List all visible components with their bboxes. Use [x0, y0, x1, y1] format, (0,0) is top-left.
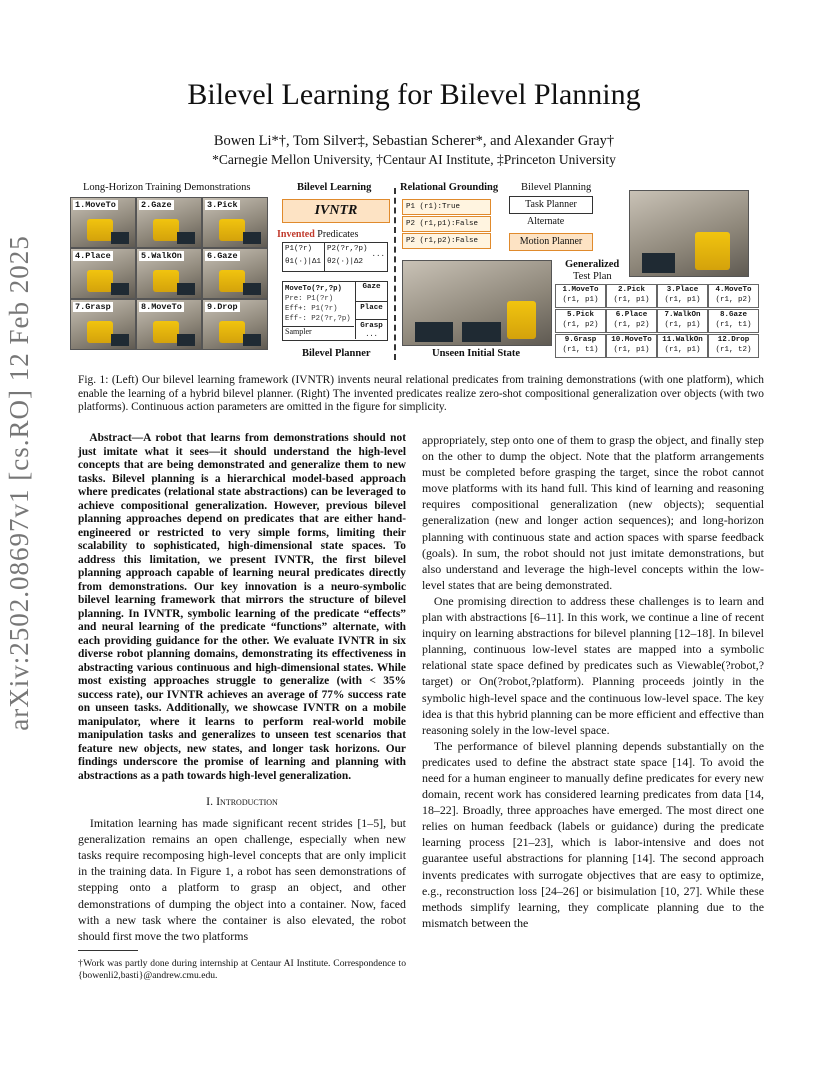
demo-frame-label: 7.Grasp [75, 302, 111, 312]
plan-step [555, 334, 606, 358]
bilevel-learning-heading: Bilevel Learning [297, 182, 372, 193]
box-shape [111, 334, 129, 346]
demo-frame-label: 8.MoveTo [141, 302, 182, 312]
plan-step-args: (r1, t2) [715, 346, 752, 354]
demo-frame [202, 248, 268, 299]
box-shape [177, 283, 195, 295]
plan-step-args: (r1, p2) [715, 296, 752, 304]
box-shape [177, 334, 195, 346]
skills-col [355, 281, 387, 339]
plan-step-action: 4.MoveTo [715, 286, 752, 294]
demo-frame-label: 4.Place [75, 251, 111, 261]
footnote-rule [78, 950, 138, 951]
plan-step-action: 3.Place [666, 286, 699, 294]
sampler: Sampler [283, 326, 354, 337]
plan-robot-shape [695, 232, 730, 270]
skill-2: Grasp [356, 319, 387, 330]
plan-step-action: 2.Pick [617, 286, 645, 294]
robot-shape [219, 321, 245, 343]
plan-step [708, 334, 759, 358]
predicates-word: Predicates [317, 229, 359, 240]
demo-frame [70, 248, 136, 299]
plan-step-args: (r1, p1) [664, 296, 701, 304]
separator-line [394, 188, 396, 360]
plan-step-args: (r1, p1) [613, 296, 650, 304]
robot-shape [219, 219, 245, 241]
plan-step [708, 309, 759, 333]
plan-step [657, 334, 708, 358]
unseen-state-photo [402, 260, 552, 346]
predicate-table [282, 242, 388, 272]
left-column [78, 432, 406, 944]
right-paragraph-1: appropriately, step onto one of them to grasp the object, and finally step on the other to dump the object. Note that the platform arrangements must be completed before grasping the target, since the robot cannot move platforms with its hand full. This kind of learning and reasoning requires compositional generalization (new objects); sequential generalization (new and longer action sequences); and long-horizon planning with continuous state and action spaces with sparse feedback (goals). In sum, the robot should not just imitate demonstrations, but also understand and leverage the high-level concepts within the low-level states that are being demonstrated. [422, 433, 764, 592]
robot-shape [153, 270, 179, 292]
robot-shape [153, 321, 179, 343]
paper-title: Bilevel Learning for Bilevel Planning [187, 78, 641, 111]
op-eff1: Eff+: P1(?r) [285, 305, 338, 313]
plan-step [606, 284, 657, 308]
arxiv-identifier: arXiv:2502.08697v1 [cs.RO] 12 Feb 2025 [4, 235, 34, 731]
demo-frame [136, 197, 202, 248]
plan-step-args: (r1, p2) [613, 321, 650, 329]
demo-frame-label: 1.MoveTo [75, 200, 116, 210]
pred2-fn: θ2(·)|Δ2 [327, 258, 364, 266]
unseen-state-label: Unseen Initial State [432, 348, 521, 359]
plan-step [606, 334, 657, 358]
plan-step-args: (r1, p1) [562, 296, 599, 304]
plan-step-action: 12.Drop [717, 336, 750, 344]
box-shape [243, 232, 261, 244]
robot-shape [219, 270, 245, 292]
bilevel-planner-label: Bilevel Planner [302, 348, 371, 359]
demo-frame-label: 9.Drop [207, 302, 238, 312]
box-shape [177, 232, 195, 244]
robot-shape [87, 219, 113, 241]
pred2-col [324, 243, 368, 271]
footnote: †Work was partly done during internship at Centaur AI Institute. Correspondence to {bowenli2,basti}@andrew.cmu.edu. [78, 958, 406, 981]
demo-frame-label: 6.Gaze [207, 251, 238, 261]
op-name: MoveTo(?r,?p) [285, 285, 342, 293]
plan-step-action: 6.Place [615, 311, 648, 319]
demo-frame [136, 299, 202, 350]
plan-step [555, 284, 606, 308]
plan-step [657, 284, 708, 308]
plan-step-args: (r1, t1) [562, 346, 599, 354]
plan-step [657, 309, 708, 333]
skill-1: Place [356, 301, 387, 312]
platform-2-shape [462, 322, 500, 342]
skill-3: ... [365, 331, 378, 339]
plan-photo [629, 190, 749, 277]
invented-predicates-label [277, 229, 358, 240]
plan-step-args: (r1, p1) [664, 321, 701, 329]
abstract: Abstract—A robot that learns from demonstrations should not just imitate what it sees—it should understand the high-level concepts that are being demonstrated and generalize them to new tasks. Bilevel planning is a hierarchical model-based approach where predicates (relational state abstractions) can be leveraged to achieve compositional generalization. However, previous bilevel planning approaches depend on predicates that are either hand-engineered or restricted to very simple forms, limiting their scalability to sophisticated, high-dimensional state spaces. To address this limitation, we present IVNTR, the first bilevel planning approach capable of learning neural predicates directly from demonstrations. Our key innovation is a neuro-symbolic bilevel learning framework that mirrors the structure of bilevel planning. In IVNTR, symbolic learning of the predicate “effects” and neural learning of the predicate “functions” alternate, with each providing guidance for the other. We evaluate IVNTR in six diverse robot planning domains, demonstrating its effectiveness in abstracting various continuous and high-dimensional states. While most existing approaches struggle to generalize (with < 35% success rate), our IVNTR achieves an average of 77% success rate on unseen tasks. Additionally, we showcase IVNTR on a mobile manipulator, where it learns to perform real-world mobile manipulation tasks and generalizes to unseen test scenarios that feature new objects, new states, and longer task horizons. Our findings underscore the promise of learning and planning with abstractions as a path towards high-level generalization. [78, 432, 406, 782]
alternate-label: Alternate [527, 216, 565, 227]
box-shape [243, 283, 261, 295]
demo-frame [136, 248, 202, 299]
plan-step [708, 284, 759, 308]
pred1-fn: θ1(·)|Δ1 [285, 258, 322, 266]
plan-step [606, 309, 657, 333]
ivntr-box: IVNTR [282, 199, 390, 223]
robot-shape [87, 321, 113, 343]
invented-word: Invented [277, 229, 315, 240]
op-pre: Pre: P1(?r) [285, 295, 334, 303]
pred1: P1(?r) [285, 245, 313, 253]
skill-0: Gaze [362, 283, 381, 291]
demo-frame [202, 197, 268, 248]
right-paragraph-2: One promising direction to address these challenges is to learn and plan with abstractions [6–11]. In this work, we continue a line of recent inquiry on learning abstractions for bilevel planning [12–18]. In bilevel planning, continuous low-level states are mapped into a symbolic relational state space defined by predicates such as Viewable(?robot,?target) or On(?robot,?platform). Planning proceeds jointly in the symbolic high-level space and the continuous low-level space. The key idea is that this hybrid planning can be more efficient and effective than reasoning solely in the low-level space. [422, 593, 764, 737]
plan-step-args: (r1, t1) [715, 321, 752, 329]
author-list: Bowen Li*†, Tom Silver‡, Sebastian Scherer*, and Alexander Gray† [213, 133, 615, 149]
demo-frame [202, 299, 268, 350]
grounding-1: P2 (r1,p1):False [402, 216, 491, 232]
plan-step-action: 8.Gaze [719, 311, 747, 319]
motion-planner-box: Motion Planner [509, 233, 593, 251]
task-planner-box: Task Planner [509, 196, 593, 214]
demo-frame-label: 3.Pick [207, 200, 238, 210]
test-plan-label: Test Plan [573, 271, 612, 282]
plan-step [555, 309, 606, 333]
demo-frame-label: 2.Gaze [141, 200, 172, 210]
demo-frame [70, 197, 136, 248]
relational-grounding-heading: Relational Grounding [400, 182, 499, 193]
plan-step-action: 11.WalkOn [662, 336, 703, 344]
plan-step-action: 7.WalkOn [664, 311, 701, 319]
plan-step-action: 1.MoveTo [562, 286, 599, 294]
figure-1 [69, 180, 761, 368]
op-eff2: Eff-: P2(?r,?p) [285, 315, 351, 323]
plan-step-action: 9.Grasp [564, 336, 597, 344]
plan-step-args: (r1, p2) [562, 321, 599, 329]
section-heading-introduction: I. Introduction [206, 794, 278, 808]
pred-more: ... [371, 251, 385, 259]
plan-step-action: 10.MoveTo [611, 336, 652, 344]
demos-heading: Long-Horizon Training Demonstrations [83, 182, 251, 193]
figure-caption: Fig. 1: (Left) Our bilevel learning framework (IVNTR) invents neural relational predicates from training demonstrations (with one platform), which enable the learning of a hybrid bilevel planner. (Right) The invented predicates realize zero-shot compositional generalization over objects (with two platforms). Continuous action parameters are omitted in the figure for simplicity. [78, 374, 764, 414]
grounding-0: P1 (r1):True [402, 199, 491, 215]
robot-shape [507, 301, 537, 339]
demo-frame [70, 299, 136, 350]
box-shape [243, 334, 261, 346]
robot-shape [153, 219, 179, 241]
grounding-2: P2 (r1,p2):False [402, 233, 491, 249]
plan-step-args: (r1, p1) [664, 346, 701, 354]
right-column [422, 432, 764, 931]
plan-step-action: 5.Pick [566, 311, 594, 319]
bilevel-planning-heading: Bilevel Planning [521, 182, 592, 193]
intro-paragraph-1: Imitation learning has made significant recent strides [1–5], but generalization remains an open challenge, especially when new tasks require recomposing high-level concepts that are only implicit in the training data. In Figure 1, a robot has seen demonstrations of stepping onto a platform to grasp an object, and other demonstrations of dumping the object into a container. Now, faced with a new task where the container is also elevated, the robot should first move the two platforms [78, 816, 406, 943]
demo-frame-label: 5.WalkOn [141, 251, 182, 261]
pred2: P2(?r,?p) [327, 245, 368, 253]
affiliations: *Carnegie Mellon University, †Centaur AI Institute, ‡Princeton University [212, 152, 616, 167]
platform-1-shape [415, 322, 453, 342]
plan-box-shape [642, 253, 675, 273]
plan-step-args: (r1, p1) [613, 346, 650, 354]
box-shape [111, 283, 129, 295]
box-shape [111, 232, 129, 244]
generalized-label: Generalized [565, 259, 620, 270]
robot-shape [87, 270, 113, 292]
right-paragraph-3: The performance of bilevel planning depends substantially on the predicates used to define the abstract state space [14]. To avoid the need for a human engineer to manually define predicates for every new domain, recent work has considered learning predicates from data [14, 18–22]. Broadly, three approaches have emerged. The most direct one relies on human feedback (labels or guidance) during the predicate learning process [21–23], which is labor-intensive and does not guarantee useful abstractions for planning [14]. The second approach invents predicates with surrogate objectives that are easy to optimize, e.g., reconstruction loss [24–26] or bisimulation [10, 27]. While these methods simplify learning, they complicate planning due to the mismatch between the [422, 738, 764, 930]
